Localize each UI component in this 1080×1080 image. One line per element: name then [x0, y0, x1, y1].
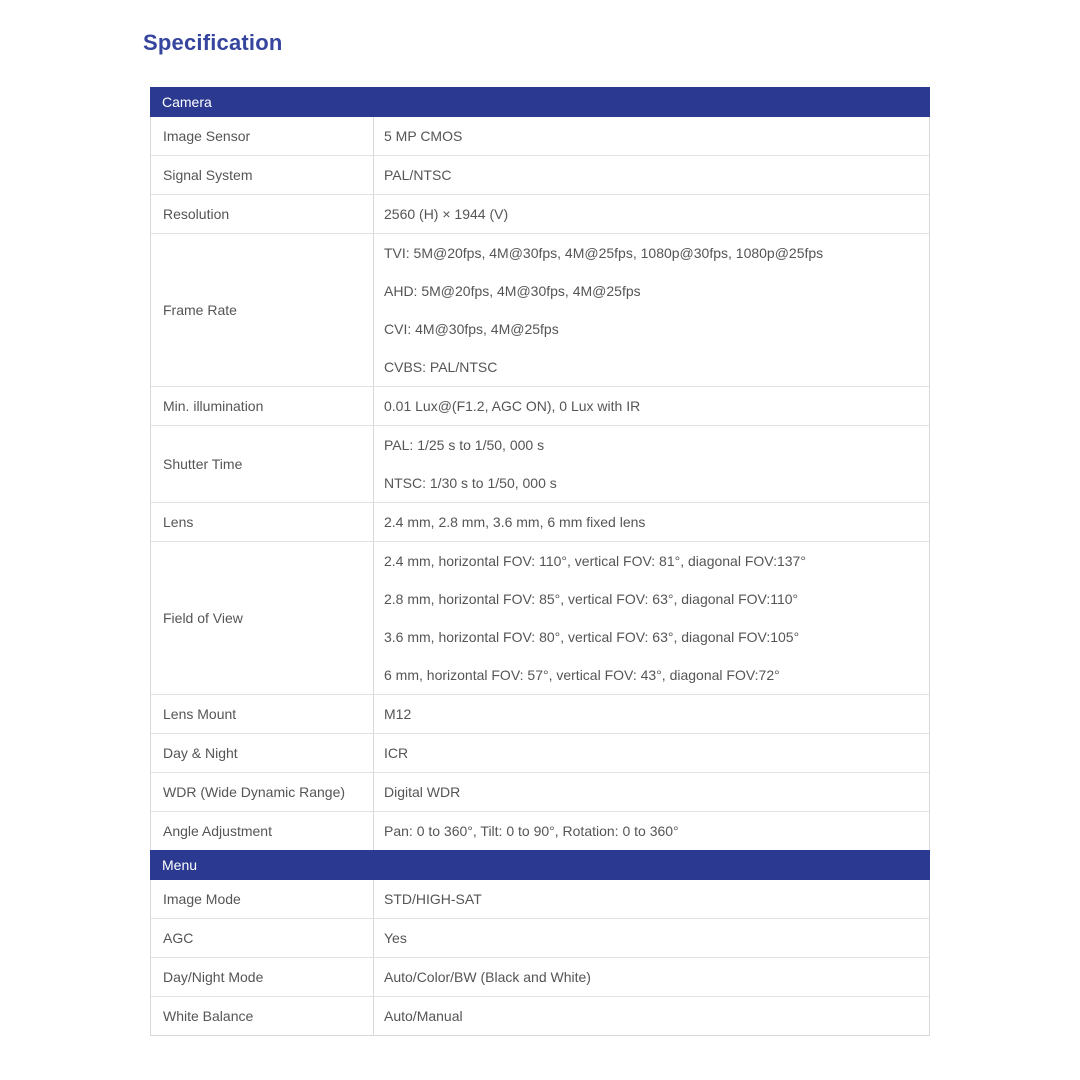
spec-value-line: 0.01 Lux@(F1.2, AGC ON), 0 Lux with IR	[384, 398, 641, 414]
spec-label: Angle Adjustment	[163, 823, 272, 839]
spec-label: Lens	[163, 514, 194, 530]
spec-value-cell	[373, 426, 929, 502]
spec-row-angle-adjustment	[151, 811, 929, 850]
spec-value-cell	[373, 734, 929, 772]
spec-row-lens	[151, 502, 929, 541]
spec-value-line: Pan: 0 to 360°, Tilt: 0 to 90°, Rotation: 0 to 360°	[384, 823, 679, 839]
spec-label: WDR (Wide Dynamic Range)	[163, 784, 346, 800]
spec-value-cell	[373, 117, 929, 155]
spec-value-cell	[373, 542, 929, 694]
spec-label: Image Sensor	[163, 128, 251, 144]
spec-value-line: M12	[384, 706, 412, 722]
spec-value-line: STD/HIGH-SAT	[384, 891, 482, 907]
spec-value-line: ICR	[384, 745, 409, 761]
spec-value-line: 6 mm, horizontal FOV: 57°, vertical FOV: 43°, diagonal FOV:72°	[384, 667, 780, 683]
spec-value-line: Digital WDR	[384, 784, 461, 800]
spec-value-line: 5 MP CMOS	[384, 128, 463, 144]
spec-row-day-night-mode	[151, 957, 929, 996]
spec-row-resolution	[151, 194, 929, 233]
spec-label: Lens Mount	[163, 706, 237, 722]
spec-value-line: Auto/Color/BW (Black and White)	[384, 969, 591, 985]
spec-value-cell	[373, 997, 929, 1035]
spec-row-frame-rate	[151, 233, 929, 386]
spec-row-field-of-view	[151, 541, 929, 694]
spec-value-line: 2.8 mm, horizontal FOV: 85°, vertical FOV: 63°, diagonal FOV:110°	[384, 591, 799, 607]
spec-row-shutter-time	[151, 425, 929, 502]
spec-value-cell	[373, 387, 929, 425]
spec-row-min-illumination	[151, 386, 929, 425]
section-header-menu: Menu	[150, 850, 930, 880]
spec-value-cell	[373, 156, 929, 194]
spec-row-agc	[151, 918, 929, 957]
spec-label: Min. illumination	[163, 398, 264, 414]
spec-label: Image Mode	[163, 891, 241, 907]
spec-value-line: AHD: 5M@20fps, 4M@30fps, 4M@25fps	[384, 283, 641, 299]
spec-label: Resolution	[163, 206, 230, 222]
spec-table	[150, 87, 930, 1036]
spec-row-lens-mount	[151, 694, 929, 733]
spec-value-line: Yes	[384, 930, 407, 946]
spec-value-line: 2.4 mm, 2.8 mm, 3.6 mm, 6 mm fixed lens	[384, 514, 646, 530]
spec-value-line: NTSC: 1/30 s to 1/50, 000 s	[384, 475, 557, 491]
spec-label: Frame Rate	[163, 302, 237, 318]
spec-value-cell	[373, 812, 929, 850]
spec-label: Day & Night	[163, 745, 238, 761]
page-title: Specification	[143, 30, 283, 55]
section-header-camera: Camera	[150, 87, 930, 117]
spec-value-line: PAL/NTSC	[384, 167, 452, 183]
spec-label: AGC	[163, 930, 194, 946]
spec-label: Field of View	[163, 610, 243, 626]
spec-value-line: 2.4 mm, horizontal FOV: 110°, vertical FOV: 81°, diagonal FOV:137°	[384, 553, 806, 569]
spec-value-cell	[373, 958, 929, 996]
spec-value-line: Auto/Manual	[384, 1008, 463, 1024]
spec-label: Day/Night Mode	[163, 969, 264, 985]
spec-value-line: PAL: 1/25 s to 1/50, 000 s	[384, 437, 545, 453]
spec-value-cell	[373, 195, 929, 233]
spec-value-cell	[373, 773, 929, 811]
spec-row-image-sensor	[151, 117, 929, 155]
spec-label: Shutter Time	[163, 456, 243, 472]
spec-value-cell	[373, 234, 929, 386]
spec-row-image-mode	[151, 880, 929, 918]
spec-value-cell	[373, 880, 929, 918]
spec-value-line: 2560 (H) × 1944 (V)	[384, 206, 509, 222]
spec-label: White Balance	[163, 1008, 254, 1024]
spec-value-cell	[373, 503, 929, 541]
spec-value-cell	[373, 695, 929, 733]
spec-row-white-balance	[151, 996, 929, 1035]
spec-row-wdr-wide-dynamic-range	[151, 772, 929, 811]
spec-row-signal-system	[151, 155, 929, 194]
spec-label: Signal System	[163, 167, 253, 183]
spec-value-line: CVBS: PAL/NTSC	[384, 359, 498, 375]
spec-value-line: 3.6 mm, horizontal FOV: 80°, vertical FOV: 63°, diagonal FOV:105°	[384, 629, 800, 645]
spec-value-line: CVI: 4M@30fps, 4M@25fps	[384, 321, 559, 337]
spec-value-cell	[373, 919, 929, 957]
spec-row-day-night	[151, 733, 929, 772]
spec-value-line: TVI: 5M@20fps, 4M@30fps, 4M@25fps, 1080p@30fps, 1080p@25fps	[384, 245, 824, 261]
